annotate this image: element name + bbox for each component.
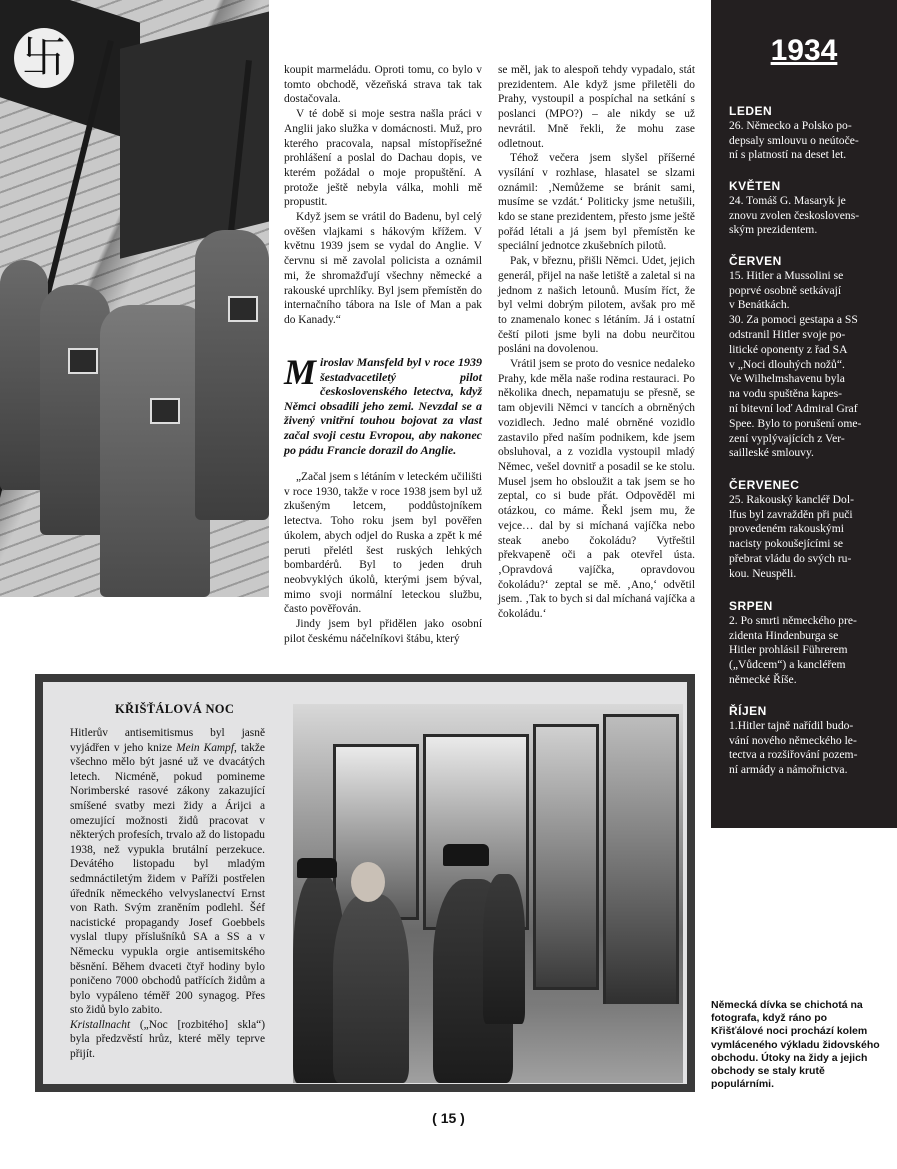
girl-face bbox=[351, 862, 385, 902]
dropcap: M bbox=[284, 352, 317, 392]
kristallnacht-box bbox=[35, 674, 695, 1092]
paragraph: V té době si moje sestra našla práci v Anglii jako služka v domácnosti. Muž, pro kterého pracovala, napsal místopřísežné prohlášení a poslal do Dachau dopis, ve kterém požádal o moje propuštění. A protože ještě nebyla válka, mohli mě propustit. bbox=[284, 108, 482, 209]
timeline-entry bbox=[729, 254, 889, 461]
timeline-entry bbox=[729, 478, 889, 582]
parade-photo bbox=[0, 0, 269, 597]
intro-text: iroslav Mansfeld byl v roce 1939 šestadvacetiletý pilot československého letectva, když Němci obsadili jeho zemi. Nevzdal se a živený vnitřní touhou bojovat za vlast začal svoji cestu Evropou, aby nakonec po pádu Francie dorazil do Anglie. bbox=[284, 355, 482, 457]
timeline-month: KVĚTEN bbox=[729, 179, 781, 193]
timeline-month: LEDEN bbox=[729, 104, 773, 118]
article-column-2 bbox=[284, 470, 482, 646]
armband-icon bbox=[68, 348, 98, 374]
timeline-entry bbox=[729, 704, 889, 778]
passerby-figure bbox=[483, 874, 525, 1024]
timeline-text: 2. Po smrti německého pre- zidenta Hindenburga se Hitler prohlásil Führerem („Vůdcem“) a kancléřem německé Říše. bbox=[729, 613, 857, 686]
timeline-text: 1.Hitler tajně nařídil budo- vání nového německého le- tectva a rozšiřování pozem- ní armády a námořnictva. bbox=[729, 718, 858, 777]
armband-icon bbox=[150, 398, 180, 424]
hat-icon bbox=[297, 858, 337, 878]
paragraph: Jindy jsem byl přidělen jako osobní pilot českému náčelníkovi štábu, který bbox=[284, 618, 482, 645]
box-text-part: , takže všechno mělo být jasné už ve dvacátých letech. Nicméně, pokud pomineme Norimberské rasové zákony zakazující smíšené svatby mezi židy a Árijci a omezující možnosti židů pracovat v některých profesích, trvalo až do listopadu 1938, než vypukla brutální perzekuce. Devátého listopadu byl mladým sedmnáctiletým židem v Paříži postřelen úředník německého velvyslanectví Ernst von Rath. Svým zraněním podlehl. Šéf nacistické propagandy Josef Goebbels vyslal tlupy příslušníků SA a SS a v Německu vypukla orgie antisemitského běsnění. Během dvaceti čtyř hodiny bylo poničeno 7000 obchodů patřících židům a bylo vypáleno téměř 200 synagog. Přes sto židů bylo zabito. bbox=[70, 741, 265, 1017]
shop-window-broken bbox=[603, 714, 679, 1010]
timeline-text: 24. Tomáš G. Masaryk je znovu zvolen českoslovens- ským prezidentem. bbox=[729, 193, 860, 237]
paragraph: „Začal jsem s létáním v leteckém učilišti v roce 1930, takže v roce 1938 jsem byl už zkušeným letcem, poddůstojníkem letectva. Toho roku jsem byl pověřen úkolem, abych odjel do Ruska a zpět k mé peruti přelétl šest ruských lehkých bombardérů. Byl to jeden druh neobvyklých úkolů, kterými jsem býval, mimo svoji normální leteckou službu, často pověřován. bbox=[284, 471, 482, 616]
marcher-figure-front bbox=[100, 305, 210, 597]
kristallnacht-box-inner bbox=[43, 682, 687, 1084]
timeline-text: 26. Německo a Polsko po- depsaly smlouvu o neútoče- ní s platností na deset let. bbox=[729, 118, 859, 162]
flag-right bbox=[120, 11, 269, 258]
timeline-entry bbox=[729, 104, 889, 163]
paragraph: Vrátil jsem se proto do vesnice nedaleko Prahy, kde měla naše rodina restauraci. Po několika dnech, nepamatuju se přesně, se tam objevili Němci v tancích a obrněných vozidlech. Jedno malé obrněné vozidlo zastavilo před naším podnikem, kde jsem obsluhoval, a z vozidla vystoupil mladý Němec, vešel dovnitř a posadil se ke stolu. Musel jsem ho obsloužit a tak jsem se ho zeptal, co si bude přát. Odpověděl mi otázkou, co máme. Řekl jsem mu, že vejce… dal by si míchaná vajíčka nebo steak anebo čokoládu? Vytřeštil překvapeně oči a pak otevřel ústa. ‚Opravdová vajíčka, opravdovou čokoládu?‘ zeptal se mě. ‚Ano,‘ odvětil jsem. ‚Tak to bych si dal míchaná vajíčka a čokoládu.‘ bbox=[498, 358, 695, 621]
timeline-panel bbox=[711, 0, 897, 828]
timeline-entry bbox=[729, 179, 889, 238]
paragraph: se měl, jak to alespoň tehdy vypadalo, stát prezidentem. Ale když jsme přiletěli do Prahy, vystoupil a pospíchal na setkání s poslanci (MPO?) – ale nikdy se už nevrátil. Mně řekli, že mohu zase odletnout. bbox=[498, 64, 695, 150]
paragraph: Téhož večera jsem slyšel příšerné vysílání v rozhlase, hlasatel se slzami oznámil: ‚Nemůžeme se bránit sami, musíme se vzdát.‘ Politicky jsme netušili, kdo se stane prezidentem, přesto jsme ještě pořád létali a já jsem byl přemístěn ke speciální jednotce zkušebních pilotů. bbox=[498, 152, 695, 253]
photo-caption: Německá dívka se chichotá na fotografa, když ráno po Křišťálové noci prochází kolem vymláceného výkladu židovského obchodu. Útoky na židy a jejich obchody se staly krutě populárními. bbox=[711, 999, 880, 1091]
kristallnacht-photo bbox=[293, 704, 683, 1083]
swastika-emblem-icon: 卐 bbox=[14, 28, 74, 88]
paragraph: Pak, v březnu, přišli Němci. Udet, jejich generál, přijel na naše letiště a zaletal si na jednom z našich letounů. Musím říct, že byl velmi dobrým pilotem, avšak pro mě to znamenalo konec s létáním. Já i ostatní čeští piloti jsme byli na dobu neurčitou posláni na dovolenou. bbox=[498, 255, 695, 356]
term-italic: Kristallnacht bbox=[70, 1018, 131, 1031]
page-number: ( 15 ) bbox=[432, 1110, 465, 1126]
timeline-text: 25. Rakouský kancléř Dol- lfus byl zavražděn při puči provedeném rakouskými nacisty pokoušejícími se přebrat vládu do svých ru- kou. Neuspěli. bbox=[729, 492, 854, 580]
box-text-part: Hitlerův antisemitismus byl jasně vyjádřen v jeho knize bbox=[70, 727, 265, 754]
article-intro bbox=[284, 352, 482, 457]
paragraph: koupit marmeládu. Oproti tomu, co bylo v tomto obchodě, vězeňská strava tak tak dostačovala. bbox=[284, 64, 482, 106]
article-column-3 bbox=[498, 63, 695, 622]
paragraph: Když jsem se vrátil do Badenu, byl celý ověšen vlajkami s hákovým křížem. V květnu 1939 jsem se vydal do Anglie. V červnu si mě zavolal policista a oznámil mi, že shromažďují všechny německé a rakouské uprchlíky. Byl jsem přemístěn do internačního tábora na Isle of Man a pak do Kanady.“ bbox=[284, 211, 482, 326]
box-text-part: („Noc [rozbitého] skla“) byla předzvěstí hrůz, které měly teprve přijít. bbox=[70, 1018, 265, 1061]
shop-window-broken bbox=[533, 724, 599, 990]
box-title: KŘIŠŤÁLOVÁ NOC bbox=[115, 702, 235, 716]
article-column-1 bbox=[284, 63, 482, 328]
box-text bbox=[70, 726, 265, 1062]
timeline-text: 15. Hitler a Mussolini se poprvé osobně setkávají v Benátkách. 30. Za pomoci gestapa a SS odstranil Hitler svoje po- litické oponenty z řad SA v „Noci dlouhých nožů“. Ve Wilhelmshavenu byla na vodu spuštěna kapes- ní bitevní loď Admiral Graf Spee. Bylo to porušení ome- zení vyplývajících z Ver- sailleské smlouvy. bbox=[729, 268, 862, 460]
girl-figure bbox=[333, 894, 409, 1083]
timeline-month: SRPEN bbox=[729, 599, 773, 613]
timeline-year: 1934 bbox=[770, 34, 838, 67]
marcher-figure bbox=[195, 230, 269, 520]
book-title: Mein Kampf bbox=[176, 741, 235, 754]
hat-icon bbox=[443, 844, 489, 866]
timeline-month: ČERVEN bbox=[729, 254, 782, 268]
armband-icon bbox=[228, 296, 258, 322]
timeline-entry bbox=[729, 599, 889, 688]
timeline-month: ČERVENEC bbox=[729, 478, 800, 492]
timeline-month: ŘÍJEN bbox=[729, 704, 767, 718]
